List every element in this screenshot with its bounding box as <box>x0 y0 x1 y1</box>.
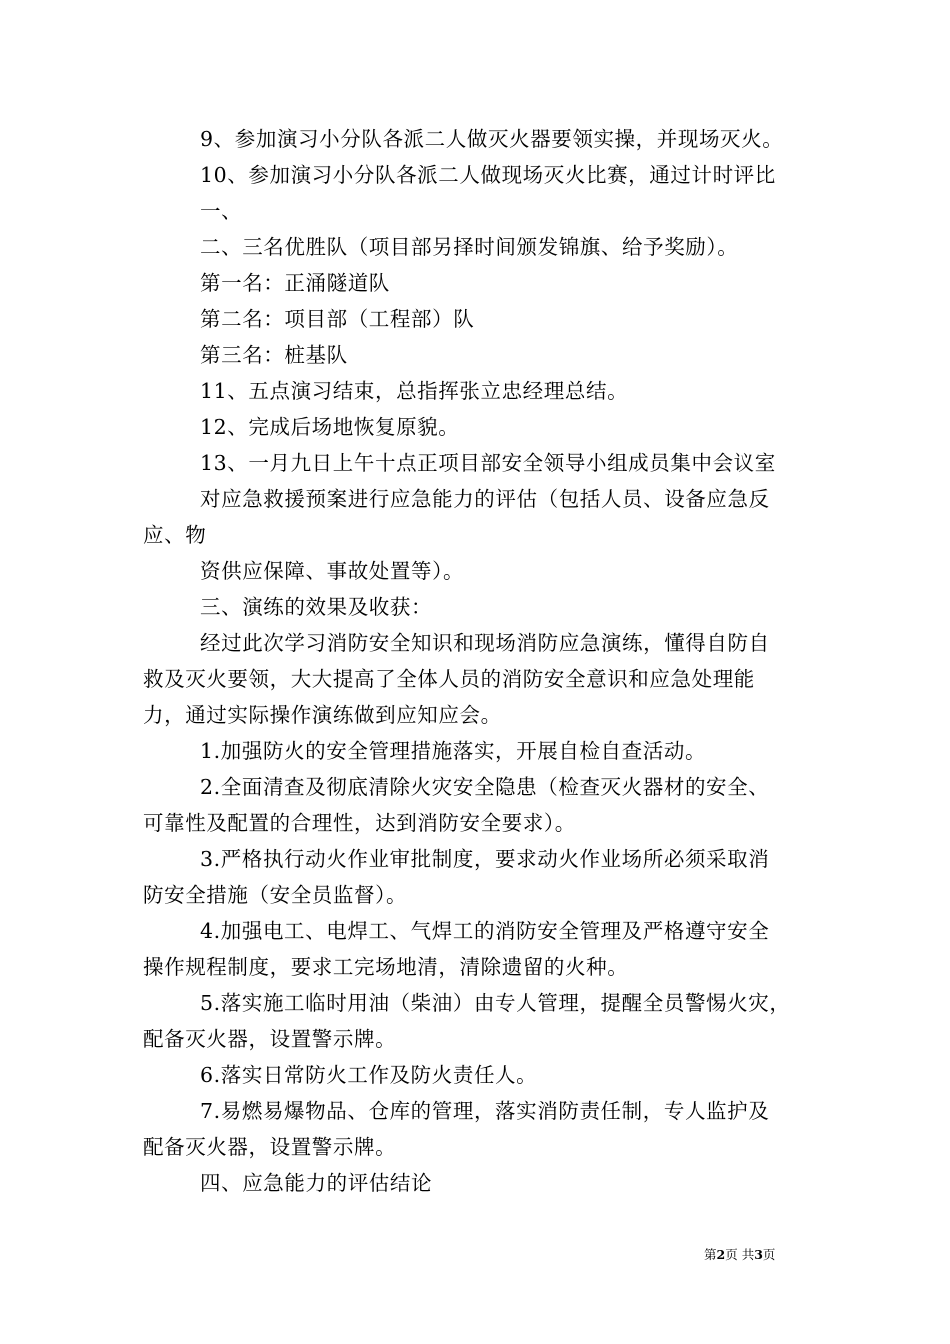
footer-middle: 页 共 <box>725 1247 755 1262</box>
text-line: 6.落实日常防火工作及防火责任人。 <box>200 1063 538 1087</box>
text-line: 1.加强防火的安全管理措施落实，开展自检自查活动。 <box>200 739 707 763</box>
text-line: 资供应保障、事故处置等）。 <box>200 559 465 583</box>
text-line: 5.落实施工临时用油（柴油）由专人管理，提醒全员警惕火灾， <box>200 991 791 1015</box>
current-page-number: 2 <box>716 1247 726 1262</box>
text-line: 力，通过实际操作演练做到应知应会。 <box>143 703 502 727</box>
text-line: 配备灭火器，设置警示牌。 <box>143 1027 397 1051</box>
footer-suffix: 页 <box>762 1247 776 1262</box>
text-line: 2.全面清查及彻底清除火灾安全隐患（检查灭火器材的安全、 <box>200 775 770 799</box>
text-line: 操作规程制度，要求工完场地清，清除遗留的火种。 <box>143 955 629 979</box>
section-heading: 三、演练的效果及收获： <box>200 595 433 619</box>
text-line: 救及灭火要领，大大提高了全体人员的消防安全意识和应急处理能 <box>143 667 755 691</box>
page-number-footer <box>704 1245 775 1265</box>
text-line: 第三名：桩基队 <box>200 343 348 367</box>
text-line: 4.加强电工、电焊工、气焊工的消防安全管理及严格遵守安全 <box>200 919 770 943</box>
text-line: 7.易燃易爆物品、仓库的管理，落实消防责任制，专人监护及 <box>200 1099 770 1123</box>
text-line: 3.严格执行动火作业审批制度，要求动火作业场所必须采取消 <box>200 847 770 871</box>
text-line: 应、物 <box>143 523 207 547</box>
text-line: 10、参加演习小分队各派二人做现场灭火比赛，通过计时评比 <box>200 163 776 187</box>
section-heading: 四、应急能力的评估结论 <box>200 1171 433 1195</box>
text-line: 13、一月九日上午十点正项目部安全领导小组成员集中会议室 <box>200 451 776 475</box>
text-line: 11、五点演习结束，总指挥张立忠经理总结。 <box>200 379 629 403</box>
footer-prefix: 第 <box>704 1247 717 1262</box>
text-line: 12、完成后场地恢复原貌。 <box>200 415 460 439</box>
text-line: 二、三名优胜队（项目部另择时间颁发锦旗、给予奖励）。 <box>200 235 739 259</box>
text-line: 可靠性及配置的合理性，达到消防安全要求）。 <box>143 811 576 835</box>
text-line: 经过此次学习消防安全知识和现场消防应急演练，懂得自防自 <box>200 631 770 655</box>
text-line: 9、参加演习小分队各派二人做灭火器要领实操，并现场灭火。 <box>200 127 784 151</box>
text-line: 一、 <box>200 199 243 223</box>
text-line: 对应急救援预案进行应急能力的评估（包括人员、设备应急反 <box>200 487 770 511</box>
text-line: 防安全措施（安全员监督）。 <box>143 883 408 907</box>
total-page-count: 3 <box>754 1247 763 1262</box>
text-line: 第二名：项目部（工程部）队 <box>200 307 475 331</box>
text-line: 第一名：正涌隧道队 <box>200 271 390 295</box>
text-line: 配备灭火器，设置警示牌。 <box>143 1135 397 1159</box>
